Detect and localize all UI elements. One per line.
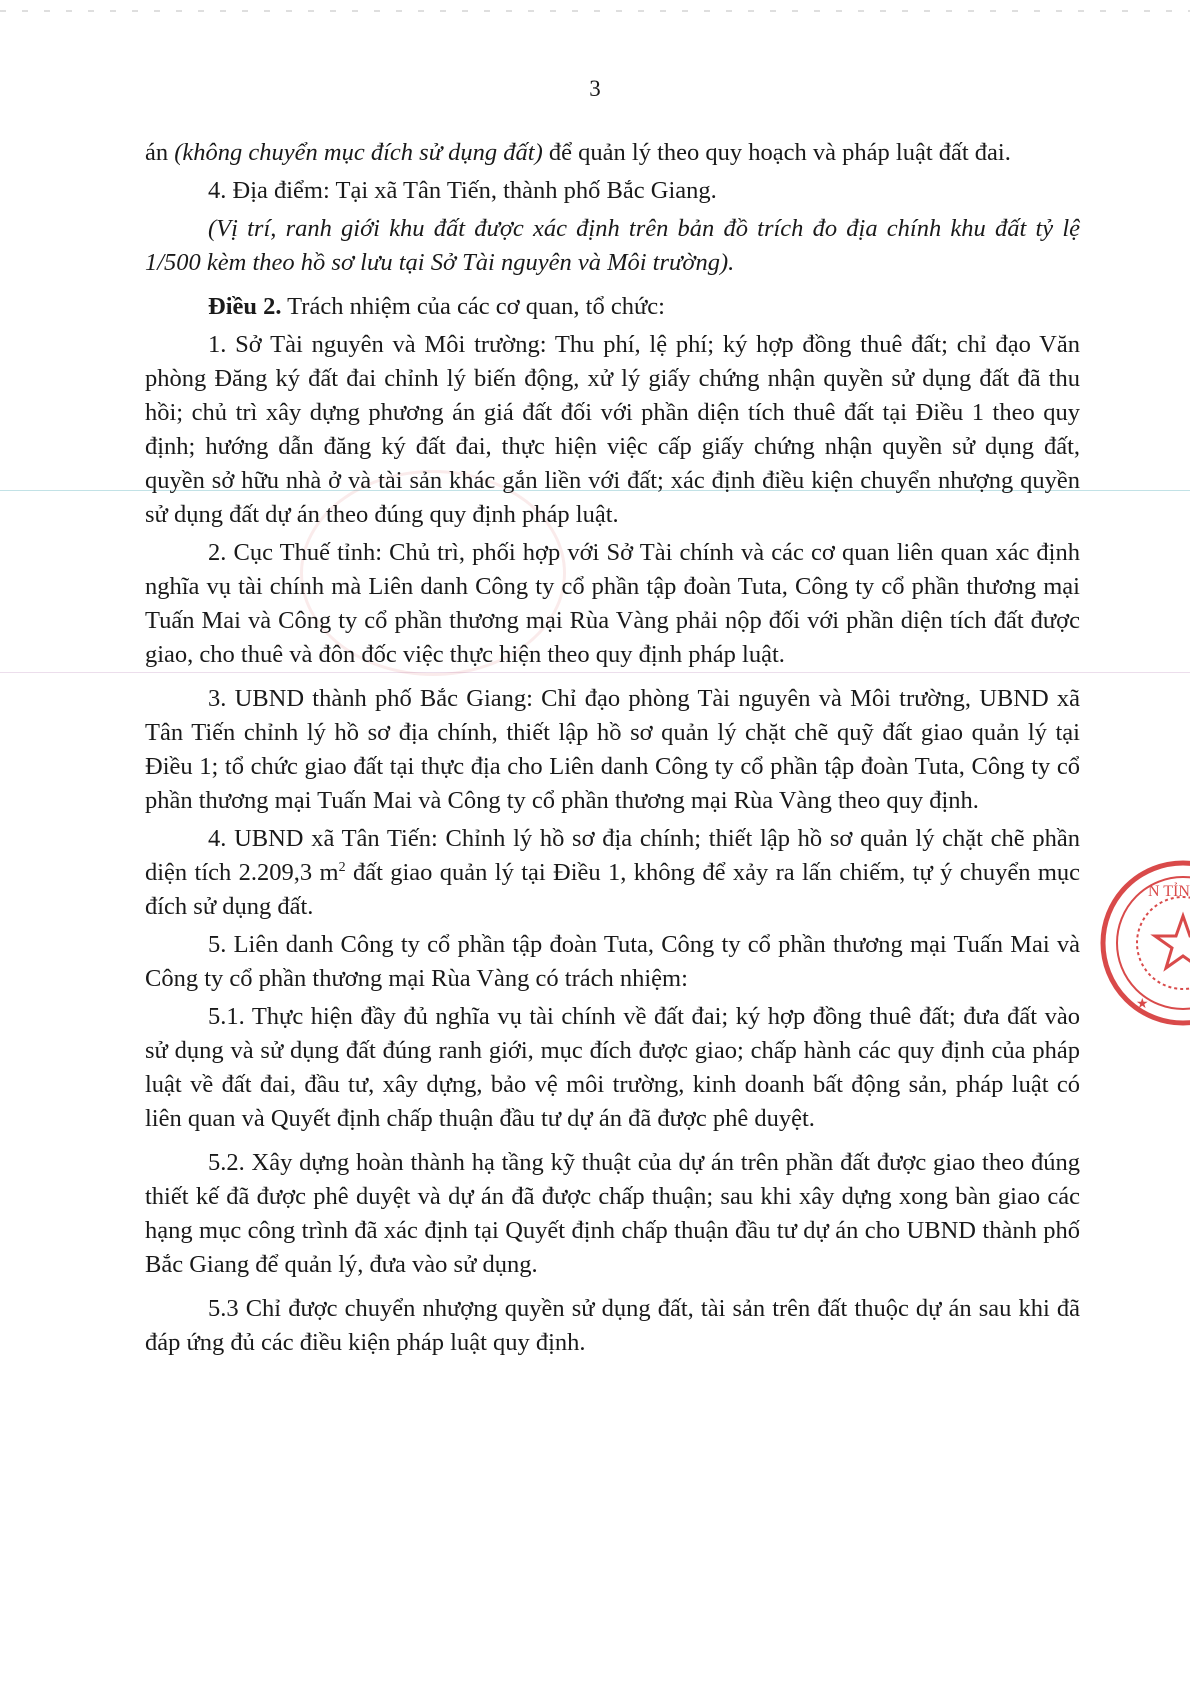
section-5: 5. Liên danh Công ty cổ phần tập đoàn Tuta, Công ty cổ phần thương mại Tuấn Mai và Công ty cổ phần thương mại Rùa Vàng có trách nhiệm: bbox=[145, 931, 1080, 992]
section-5-3: 5.3 Chỉ được chuyển nhượng quyền sử dụng đất, tài sản trên đất thuộc dự án sau khi đã đáp ứng đủ các điều kiện pháp luật quy định. bbox=[145, 1295, 1080, 1356]
section-4: 4. UBND xã Tân Tiến: Chỉnh lý hồ sơ địa chính; thiết lập hồ sơ quản lý chặt chẽ phần diện tích 2.209,3 $m^2$ đất giao quản lý tại Điều 1, không để xảy ra lấn chiếm, tự ý chuyển mục đích sử dụng đất. bbox=[145, 825, 1080, 920]
svg-text:★: ★ bbox=[1136, 997, 1149, 1012]
paragraph-location-note: (Vị trí, ranh giới khu đất được xác định trên bản đồ trích đo địa chính khu đất tỷ lệ 1/500 kèm theo hồ sơ lưu tại Sở Tài nguyên và Môi trường). bbox=[145, 215, 1080, 276]
scan-artifact-top bbox=[0, 10, 1190, 12]
section-5-2: 5.2. Xây dựng hoàn thành hạ tầng kỹ thuật của dự án trên phần đất được giao theo đúng thiết kế đã được phê duyệt và dự án đã được chấp thuận; sau khi xây dựng xong bàn giao các hạng mục công trình đã xác định tại Quyết định chấp thuận đầu tư dự án cho UBND thành phố Bắc Giang để quản lý, đưa vào sử dụng. bbox=[145, 1149, 1080, 1278]
stamp-text: N TỈN bbox=[1148, 883, 1190, 900]
red-seal-stamp-icon bbox=[1098, 858, 1190, 1028]
article-2-heading: Điều 2. Trách nhiệm của các cơ quan, tổ chức: bbox=[208, 293, 665, 320]
section-3: 3. UBND thành phố Bắc Giang: Chỉ đạo phòng Tài nguyên và Môi trường, UBND xã Tân Tiến chỉnh lý hồ sơ địa chính, thiết lập hồ sơ quản lý chặt chẽ quỹ đất giao quản lý tại Điều 1; tổ chức giao đất tại thực địa cho Liên danh Công ty cổ phần tập đoàn Tuta, Công ty cổ phần thương mại Tuấn Mai và Công ty cổ phần thương mại Rùa Vàng theo quy định. bbox=[145, 685, 1080, 814]
document-body bbox=[145, 136, 1080, 1360]
page-number: 3 bbox=[589, 76, 601, 101]
section-5-1: 5.1. Thực hiện đầy đủ nghĩa vụ tài chính về đất đai; ký hợp đồng thuê đất; đưa đất vào sử dụng và sử dụng đất đúng ranh giới, mục đích được giao; chấp hành các quy định của pháp luật về đất đai, đầu tư, xây dựng, bảo vệ môi trường, kinh doanh bất động sản, pháp luật có liên quan và Quyết định chấp thuận đầu tư dự án đã được phê duyệt. bbox=[145, 1003, 1080, 1132]
paragraph-continuation: án (không chuyển mục đích sử dụng đất) để quản lý theo quy hoạch và pháp luật đất đai. bbox=[145, 139, 1011, 166]
section-2: 2. Cục Thuế tỉnh: Chủ trì, phối hợp với Sở Tài chính và các cơ quan liên quan xác định nghĩa vụ tài chính mà Liên danh Công ty cổ phần tập đoàn Tuta, Công ty cổ phần thương mại Tuấn Mai và Công ty cổ phần thương mại Rùa Vàng phải nộp đối với phần diện tích đất được giao, cho thuê và đôn đốc việc thực hiện theo quy định pháp luật. bbox=[145, 539, 1080, 668]
section-1: 1. Sở Tài nguyên và Môi trường: Thu phí, lệ phí; ký hợp đồng thuê đất; chỉ đạo Văn phòng Đăng ký đất đai chỉnh lý biến động, xử lý giấy chứng nhận quyền sử dụng đất đã thu hồi; chủ trì xây dựng phương án giá đất đối với phần diện tích thuê đất tại Điều 1 theo quy định; hướng dẫn đăng ký đất đai, thực hiện việc cấp giấy chứng nhận quyền sử dụng đất, quyền sở hữu nhà ở và tài sản khác gắn liền với đất; xác định điều kiện chuyển nhượng quyền sử dụng đất dự án theo đúng quy định pháp luật. bbox=[145, 331, 1080, 528]
paragraph-location: 4. Địa điểm: Tại xã Tân Tiến, thành phố Bắc Giang. bbox=[208, 177, 717, 204]
